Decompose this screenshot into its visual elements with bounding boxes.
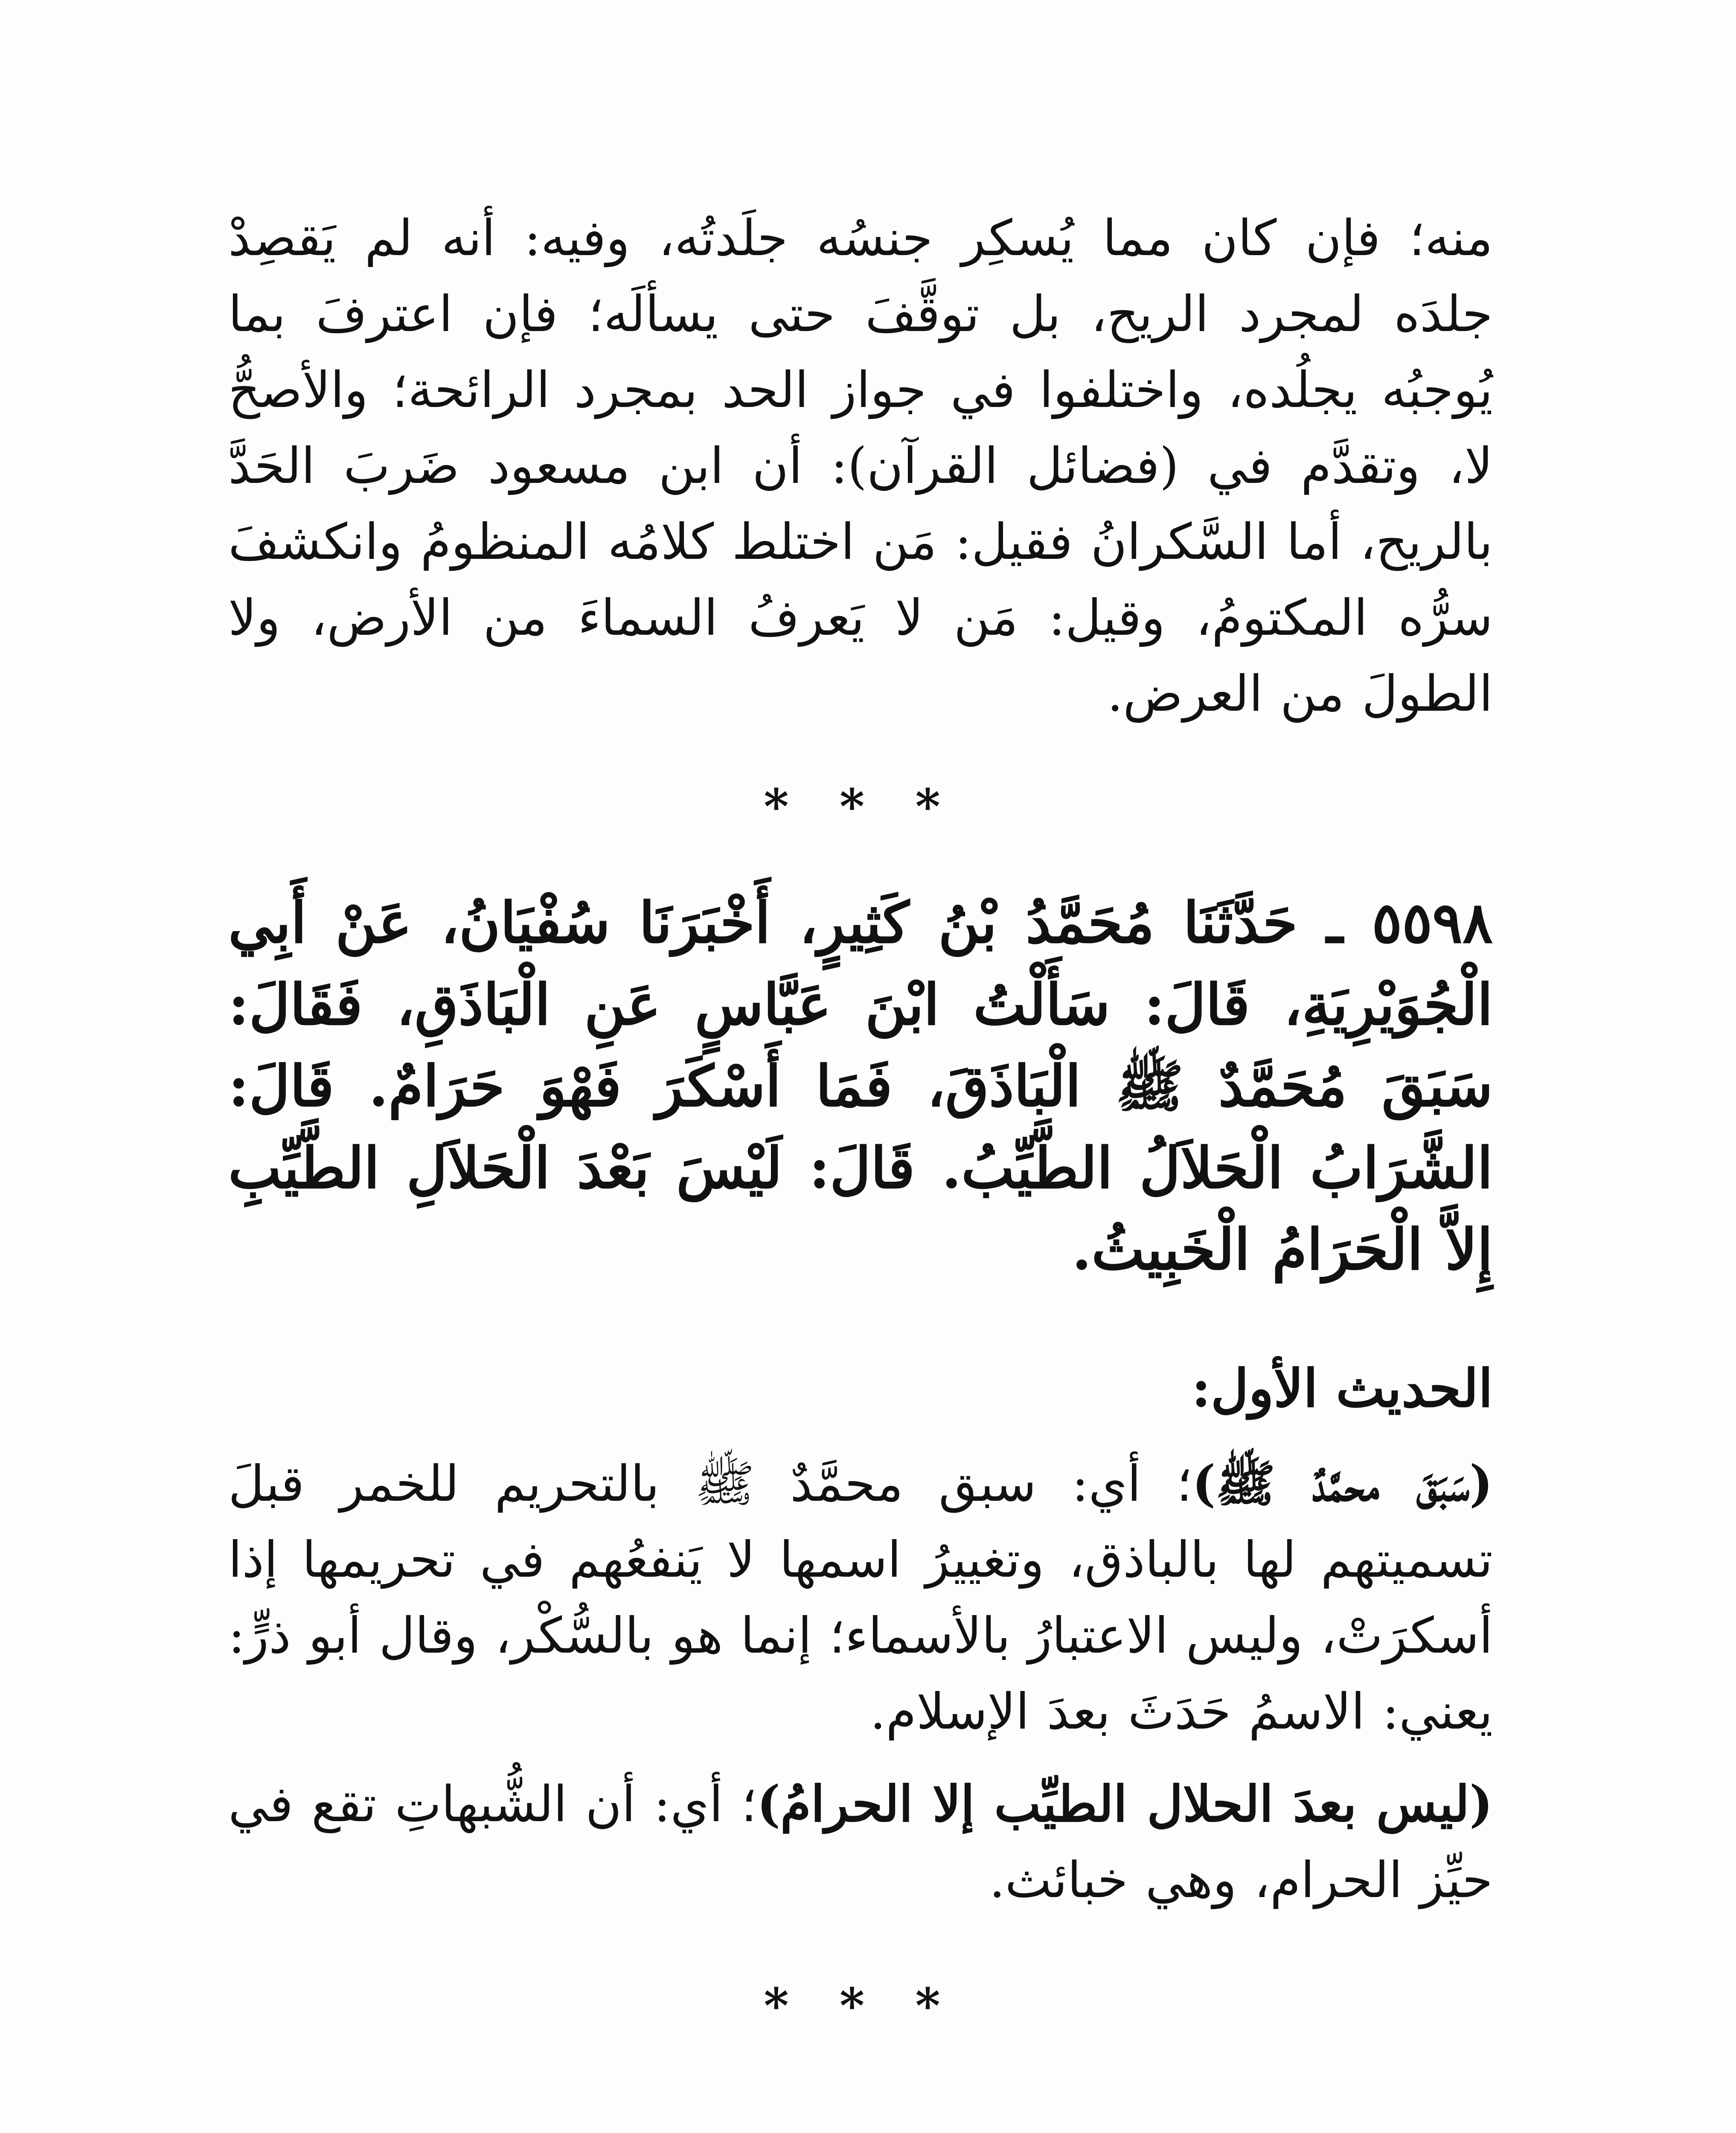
commentary-1-text: ؛ أي: سبق محمَّدٌ ﷺ بالتحريم للخمر قبلَ تسميتهم لها بالباذق، وتغييرُ اسمها لا يَنفعُهم في تحريمها إذا أسكرَتْ، وليس الاعتبارُ بالأسماء؛ إنما هو بالسُّكْر، وقال أبو ذرٍّ: يعني: الاسمُ حَدَثَ بعدَ الإسلام. bbox=[228, 1455, 1493, 1741]
commentary-paragraph-1 bbox=[228, 1446, 1493, 1750]
commentary-1-quoted-phrase: (سَبَقَ محمَّدٌ ﷺ) bbox=[1192, 1454, 1493, 1513]
commentary-2-quoted-phrase: (ليس بعدَ الحلال الطيِّب إلا الحرامُ) bbox=[757, 1775, 1493, 1834]
hadith-dash: ـ bbox=[1326, 890, 1343, 956]
hadith-paragraph bbox=[228, 882, 1493, 1290]
commentary-2-text: ؛ أي: أن الشُّبهاتِ تقع في حيِّز الحرام، وهي خبائث. bbox=[228, 1776, 1493, 1909]
hadith-number: ٥٥٩٨ bbox=[1372, 890, 1493, 956]
commentary-intro-paragraph: منه؛ فإن كان مما يُسكِر جنسُه جلَدتُه، وفيه: أنه لم يَقصِدْ جلدَه لمجرد الريح، بل توقَّفَ حتى يسألَه؛ فإن اعترفَ بما يُوجبُه يجلُده، واختلفوا في جواز الحد بمجرد الرائحة؛ والأصحُّ لا، وتقدَّم في (فضائل القرآن): أن ابن مسعود ضَربَ الحَدَّ بالريح، أما السَّكرانُ فقيل: مَن اختلط كلامُه المنظومُ وانكشفَ سرُّه المكتومُ، وقيل: مَن لا يَعرفُ السماءَ من الأرض، ولا الطولَ من العرض. bbox=[228, 209, 1493, 723]
section-separator-bottom: * * * bbox=[764, 1978, 957, 2034]
commentary-paragraph-2 bbox=[228, 1766, 1493, 1918]
section-heading: الحديث الأول: bbox=[1191, 1357, 1493, 1419]
page-content bbox=[228, 201, 1493, 2034]
hadith-text: حَدَّثَنَا مُحَمَّدُ بْنُ كَثِيرٍ، أَخْبَرَنَا سُفْيَانُ، عَنْ أَبِي الْجُوَيْرِيَةِ، قَالَ: سَأَلْتُ ابْنَ عَبَّاسٍ عَنِ الْبَاذَقِ، فَقَالَ: سَبَقَ مُحَمَّدٌ ﷺ الْبَاذَقَ، فَمَا أَسْكَرَ فَهْوَ حَرَامٌ. قَالَ: الشَّرَابُ الْحَلاَلُ الطَّيِّبُ. قَالَ: لَيْسَ بَعْدَ الْحَلاَلِ الطَّيِّبِ إِلاَّ الْحَرَامُ الْخَبِيثُ. bbox=[228, 890, 1493, 1283]
section-separator-top: * * * bbox=[764, 779, 957, 835]
